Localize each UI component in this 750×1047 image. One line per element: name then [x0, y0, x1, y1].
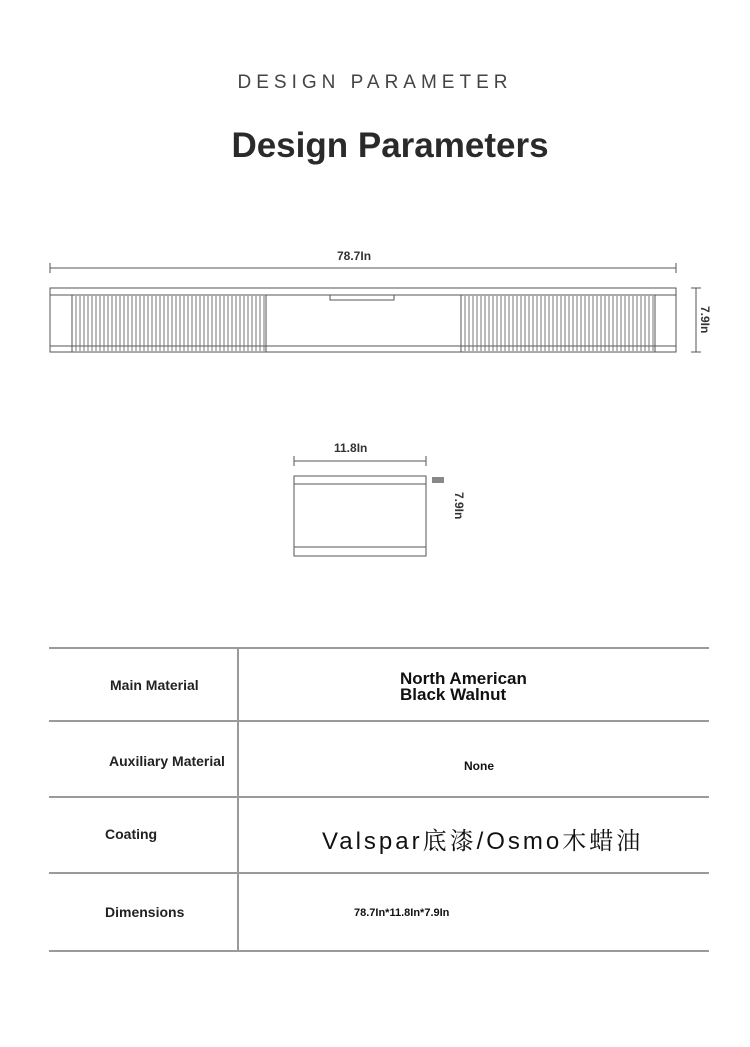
spec-label-main-material: Main Material [110, 677, 199, 693]
right-door-slats [465, 296, 653, 351]
left-door-slats [76, 296, 264, 351]
spec-value-main-material [400, 671, 527, 703]
spec-value-main-material-line1: North American [400, 669, 527, 688]
side-height-marker [432, 477, 444, 483]
front-width-label: 78.7In [337, 249, 372, 263]
spec-table [49, 647, 709, 952]
column-divider [237, 798, 239, 872]
spec-row-dimensions [49, 874, 709, 952]
side-width-label: 11.8In [334, 441, 368, 455]
spec-label-dimensions: Dimensions [105, 904, 185, 920]
spec-row-main-material [49, 647, 709, 722]
side-width-dimension-line [294, 456, 426, 466]
spec-row-auxiliary-material [49, 722, 709, 798]
side-view-cabinet [294, 476, 426, 556]
column-divider [237, 874, 239, 950]
spec-value-coating: Valspar底漆/Osmo木蜡油 [322, 828, 644, 855]
front-width-dimension-line [50, 263, 676, 273]
spec-value-dimensions: 78.7In*11.8In*7.9In [354, 907, 450, 919]
spec-label-coating: Coating [105, 826, 158, 842]
spec-value-auxiliary-material: None [464, 759, 494, 773]
spec-row-coating [49, 798, 709, 874]
spec-label-auxiliary-material: Auxiliary Material [109, 753, 225, 769]
front-height-label: 7.9In [698, 306, 712, 334]
page-title: Design Parameters [231, 126, 549, 165]
spec-value-main-material-line2: Black Walnut [400, 685, 507, 704]
section-kicker: DESIGN PARAMETER [237, 72, 513, 93]
column-divider [237, 722, 239, 796]
side-height-label: 7.9In [452, 492, 466, 520]
column-divider [237, 649, 239, 720]
